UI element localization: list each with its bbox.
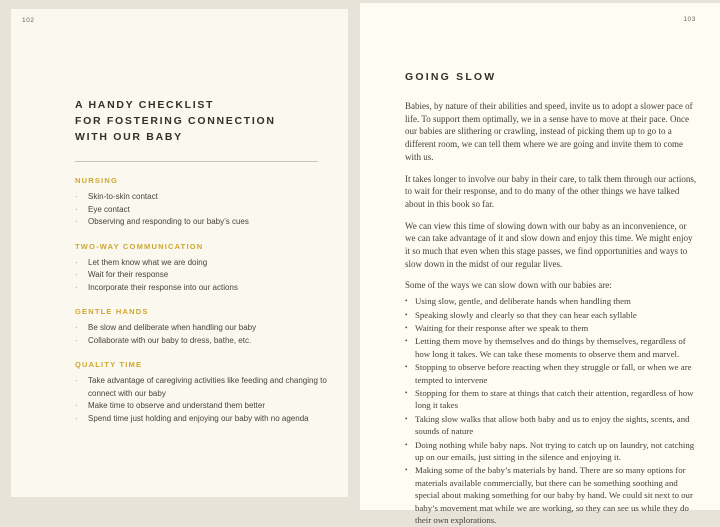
checklist-item (75, 257, 332, 270)
bullet-icon: • (405, 310, 408, 319)
section-item-list (75, 257, 332, 295)
bullet-icon: • (405, 466, 408, 475)
checklist-section (75, 360, 332, 425)
checklist-item-text: Incorporate their response into our actions (88, 282, 238, 292)
bullet-icon: · (75, 217, 78, 226)
left-page (11, 9, 348, 497)
paragraph: Babies, by nature of their abilities and speed, invite us to adopt a slower pace of life. To support them optimally, we in a sense have to move at their pace. Once our babies are slithering or crawling, instead of picking them up to go to a different room, we can tell them where we are going and invite them to come with us. (405, 101, 693, 162)
checklist-title-line: WITH OUR BABY (75, 131, 183, 143)
bullet-icon: · (75, 323, 78, 332)
bullet-icon: · (75, 257, 78, 267)
checklist-item-text: Make time to observe and understand them better (88, 401, 265, 410)
slow-down-item-text: Speaking slowly and clearly so that they can hear each syllable (415, 309, 637, 320)
checklist-title-line: FOR FOSTERING CONNECTION (75, 115, 276, 127)
bullet-icon: • (405, 363, 408, 372)
checklist-item-text: Wait for their response (88, 270, 169, 279)
checklist-item (75, 322, 332, 335)
checklist-item-text: Let them know what we are doing (88, 257, 208, 267)
slow-down-item-text: Letting them move by themselves and do things by themselves, regardless of how long it takes. We can take these moments to observe them and marvel. (415, 336, 686, 359)
slow-down-item (405, 387, 699, 412)
bullet-icon: • (405, 297, 408, 306)
slow-down-item-text: Making some of the baby’s materials by hand. There are so many options for materials available commercially, but there can be something soothing and special about making something for our baby by hand. We could sit next to our baby’s movement mat while we are working, so they can see us while they do their own explorations. (415, 465, 693, 526)
checklist-item (75, 204, 332, 217)
checklist-item-text: Spend time just holding and enjoying our baby with no agenda (88, 413, 309, 423)
bullet-icon: · (75, 270, 78, 279)
slow-down-item (405, 439, 699, 464)
slow-down-item-text: Doing nothing while baby naps. Not trying to catch up on laundry, not catching up on our emails, just sitting in the silence and enjoying it. (415, 439, 695, 463)
page-number-right: 103 (683, 16, 696, 23)
checklist-title (75, 97, 332, 145)
bullet-icon: · (75, 401, 78, 410)
checklist-item (75, 269, 332, 282)
checklist-section (75, 176, 332, 229)
paragraph: We can view this time of slowing down with our baby as an inconvenience, or we can take advantage of it and slow down and enjoy this time. We might enjoy it so much that even when this stage passes, we find opportunities and ways to slow down in the midst of our regular lives. (405, 220, 693, 269)
checklist-title-line: A HANDY CHECKLIST (75, 99, 215, 111)
slow-down-item (405, 295, 699, 307)
checklist-item (75, 335, 332, 348)
right-page (360, 3, 720, 526)
checklist-item-text: Collaborate with our baby to dress, bathe, etc. (88, 335, 252, 345)
checklist-item (75, 375, 332, 400)
checklist-item (75, 216, 332, 229)
bullet-icon: • (405, 388, 408, 397)
section-item-list (75, 322, 332, 347)
checklist-item-text: Be slow and deliberate when handling our baby (88, 323, 257, 332)
title-divider (75, 161, 318, 162)
checklist-section (75, 242, 332, 295)
section-heading: GENTLE HANDS (75, 307, 149, 316)
chapter-paragraphs (405, 100, 699, 270)
checklist-item-text: Skin-to-skin contact (88, 192, 158, 201)
slow-down-item-text: Stopping for them to stare at things that catch their attention, regardless of how long it takes (415, 387, 694, 411)
section-heading: NURSING (75, 176, 118, 185)
bullet-icon: · (75, 376, 78, 385)
bullet-icon: • (405, 414, 408, 423)
slow-down-item (405, 361, 699, 386)
bullet-icon: • (405, 440, 408, 449)
chapter-content (405, 71, 699, 527)
bullet-icon: · (75, 335, 78, 345)
slow-down-item (405, 413, 699, 438)
checklist-item (75, 413, 332, 426)
section-item-list (75, 375, 332, 425)
bullet-icon: · (75, 204, 78, 214)
paragraph: It takes longer to involve our baby in their care, to talk them through our actions, to wait for their response, and to do many of the other things we have talked about in this book so far. (405, 173, 697, 209)
checklist-item (75, 400, 332, 413)
bullet-icon: • (405, 337, 408, 346)
section-heading: TWO-WAY COMMUNICATION (75, 241, 204, 251)
slow-down-item (405, 335, 699, 360)
checklist-content (75, 97, 332, 438)
slow-down-item (405, 464, 699, 526)
bullet-icon: • (405, 323, 408, 332)
bullet-icon: · (75, 413, 78, 423)
bullet-icon: · (75, 282, 78, 292)
section-item-list (75, 191, 332, 229)
checklist-item-text: Eye contact (88, 204, 130, 214)
slow-down-list (405, 295, 699, 526)
checklist-item-text: Take advantage of caregiving activities like feeding and changing to connect with our baby (88, 376, 327, 398)
chapter-heading: GOING SLOW (405, 71, 497, 83)
slow-down-item (405, 309, 699, 321)
checklist-item (75, 282, 332, 295)
slow-down-item-text: Taking slow walks that allow both baby and us to enjoy the sights, scents, and sounds of nature (415, 413, 690, 437)
checklist-item-text: Observing and responding to our baby’s cues (88, 217, 249, 226)
slow-down-item-text: Waiting for their response after we speak to them (415, 322, 589, 333)
page-number-left: 102 (22, 17, 35, 24)
section-heading: QUALITY TIME (75, 360, 143, 369)
slow-down-item (405, 322, 699, 334)
bullet-icon: · (75, 192, 78, 201)
checklist-item (75, 191, 332, 204)
list-intro: Some of the ways we can slow down with our babies are: (405, 280, 612, 291)
checklist-sections (75, 176, 332, 425)
checklist-section (75, 307, 332, 347)
slow-down-item-text: Stopping to observe before reacting when they struggle or fall, or when we are tempted to intervene (415, 362, 692, 385)
slow-down-item-text: Using slow, gentle, and deliberate hands when handling them (415, 296, 631, 307)
